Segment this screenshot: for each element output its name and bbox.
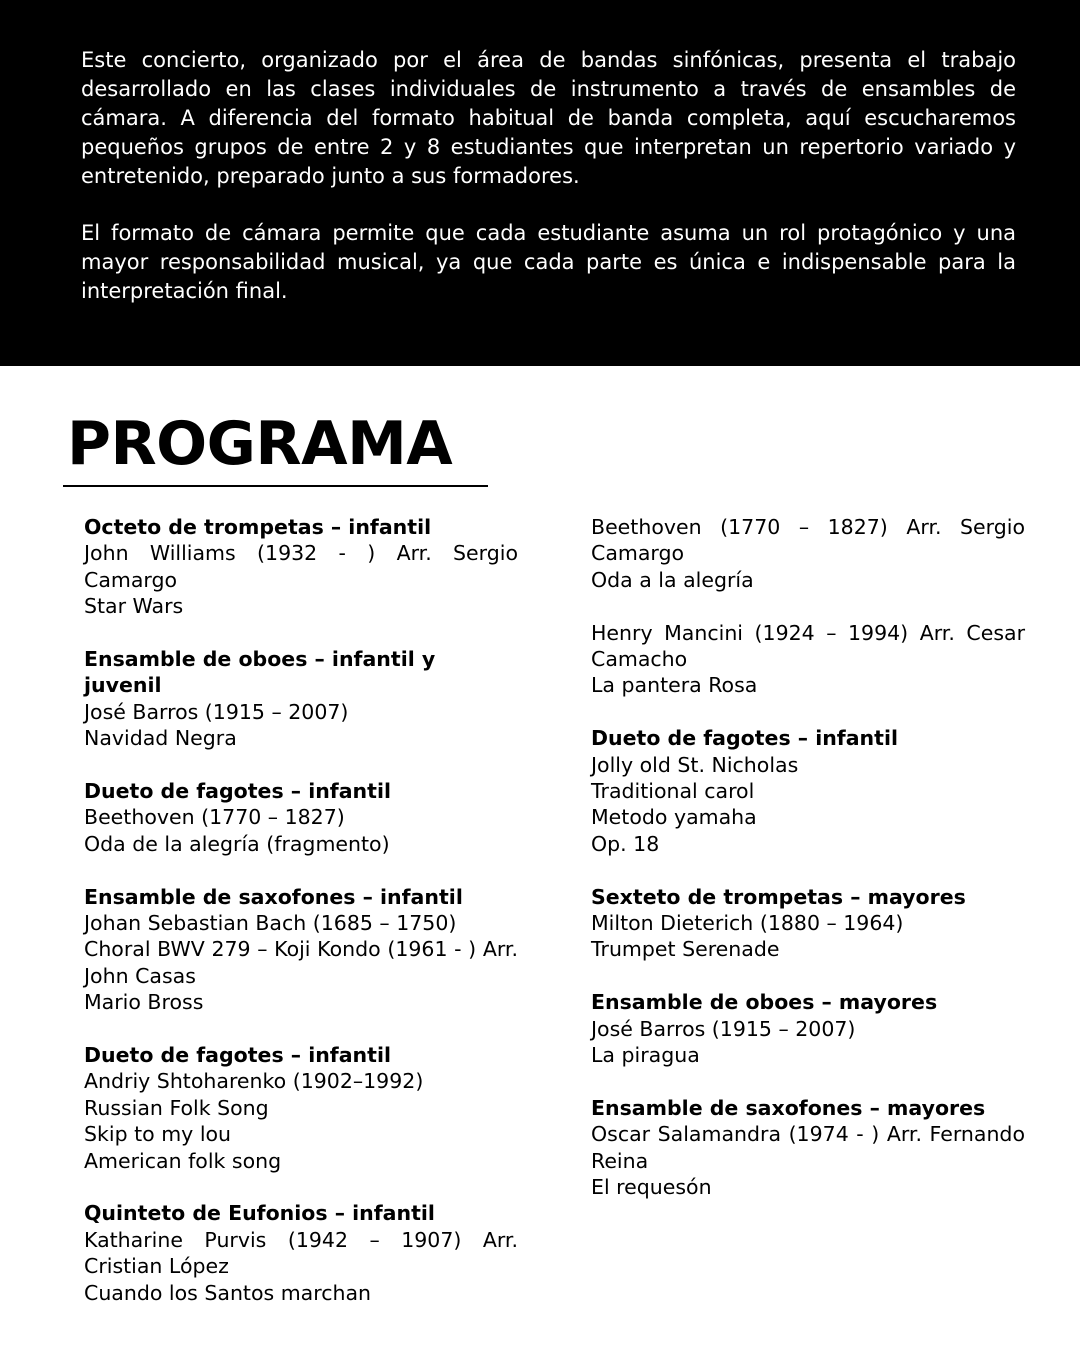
program-item [84, 1200, 518, 1306]
program-line: Trumpet Serenade [591, 937, 780, 962]
program-line: Navidad Negra [84, 726, 237, 751]
program-item [84, 1042, 518, 1174]
ensemble-heading: Ensamble de oboes – mayores [591, 990, 938, 1015]
ensemble-heading: Ensamble de oboes – infantil y juvenil [84, 647, 436, 698]
program-line: Katharine Purvis (1942 – 1907) Arr. Cristian López [84, 1227, 518, 1279]
program-item [591, 884, 1025, 963]
program-line: Beethoven (1770 – 1827) [84, 805, 345, 830]
program-line: Traditional carol [591, 779, 755, 804]
intro-section [0, 0, 1080, 366]
program-line: José Barros (1915 – 2007) [84, 699, 349, 724]
ensemble-heading: Dueto de fagotes – infantil [84, 779, 392, 804]
program-line: Beethoven (1770 – 1827) Arr. Sergio Camargo [591, 515, 1025, 566]
ensemble-heading: Quinteto de Eufonios – infantil [84, 1201, 435, 1226]
program-item [591, 620, 1025, 699]
program-line: José Barros (1915 – 2007) [591, 1016, 856, 1041]
program-line: Mario Bross [84, 990, 204, 1015]
program-line: Johan Sebastian Bach (1685 – 1750) [84, 911, 457, 936]
intro-paragraph-1: Este concierto, organizado por el área de bandas sinfónicas, presenta el trabajo desarrollado en las clases individuales de instrumento a través de ensambles de cámara. A diferencia del formato habitual de banda completa, aquí escucharemos pequeños grupos de entre 2 y 8 estudiantes que interpretan un repertorio variado y entretenido, preparado junto a sus formadores. [81, 48, 1016, 188]
program-line: La piragua [591, 1043, 700, 1068]
program-item [84, 884, 518, 1016]
ensemble-heading: Dueto de fagotes – infantil [84, 1043, 392, 1068]
intro-paragraph-2: El formato de cámara permite que cada estudiante asuma un rol protagónico y una mayor responsabilidad musical, ya que cada parte es única e indispensable para la interpretación final. [81, 221, 1016, 303]
program-item [84, 646, 518, 752]
program-line: Oda de la alegría (fragmento) [84, 831, 390, 856]
program-line: Oscar Salamandra (1974 - ) Arr. Fernando Reina [591, 1122, 1025, 1173]
ensemble-heading: Octeto de trompetas – infantil [84, 515, 432, 539]
program-line: Henry Mancini (1924 – 1994) Arr. Cesar Camacho [591, 620, 1025, 672]
program-line: Choral BWV 279 – Koji Kondo (1961 - ) Arr. John Casas [84, 937, 518, 988]
program-item [591, 1095, 1025, 1201]
ensemble-heading: Dueto de fagotes – infantil [591, 726, 899, 751]
program-line: Oda a la alegría [591, 567, 754, 592]
program-item [591, 725, 1025, 857]
program-column-right [591, 514, 1025, 1227]
program-line: Op. 18 [591, 831, 660, 856]
program-line: Andriy Shtoharenko (1902–1992) [84, 1069, 424, 1094]
program-line: Jolly old St. Nicholas [591, 752, 799, 777]
program-line: Star Wars [84, 594, 184, 619]
program-item [84, 778, 518, 857]
program-line: La pantera Rosa [591, 673, 758, 698]
program-item [591, 514, 1025, 593]
programa-title: PROGRAMA [67, 409, 453, 479]
program-item [591, 989, 1025, 1068]
program-line: Skip to my lou [84, 1122, 232, 1147]
title-underline [63, 485, 488, 487]
program-line: Cuando los Santos marchan [84, 1280, 372, 1305]
ensemble-heading: Sexteto de trompetas – mayores [591, 884, 966, 909]
program-line: John Williams (1932 - ) Arr. Sergio Camargo [84, 541, 518, 592]
program-line: El requesón [591, 1175, 712, 1200]
ensemble-heading: Ensamble de saxofones – mayores [591, 1095, 986, 1120]
program-column-left [84, 514, 518, 1333]
program-line: Russian Folk Song [84, 1095, 269, 1120]
ensemble-heading: Ensamble de saxofones – infantil [84, 884, 463, 909]
program-item [84, 514, 518, 620]
program-line: Milton Dieterich (1880 – 1964) [591, 911, 904, 936]
program-line: Metodo yamaha [591, 805, 757, 830]
program-line: American folk song [84, 1148, 282, 1173]
